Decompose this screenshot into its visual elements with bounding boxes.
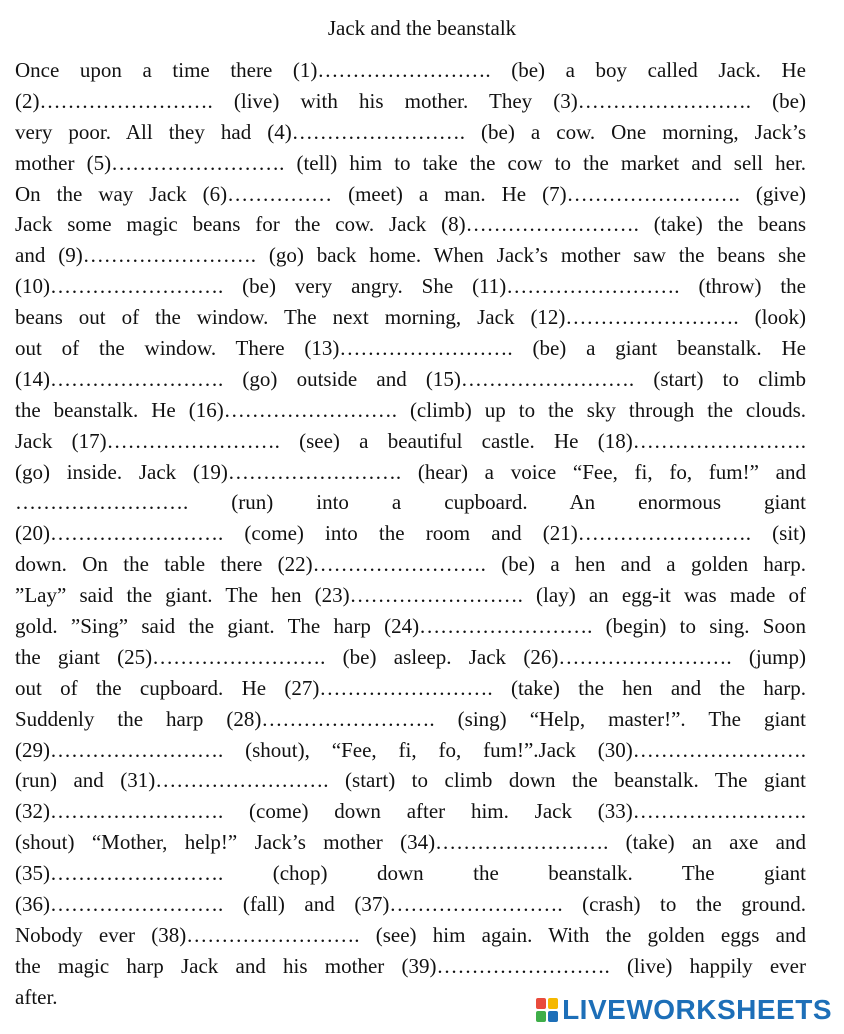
story-line: after. (15, 984, 58, 1009)
story-line: (35)……………………. (chop) down the beanstalk. The giant (15, 861, 806, 886)
story-line: (32)……………………. (come) down after him. Jack (33)……………………. (15, 799, 806, 824)
story-line: On the way Jack (6)…………… (meet) a man. He (7)……………………. (give) (15, 181, 806, 206)
story-line: ……………………. (run) into a cupboard. An enormous giant (15, 490, 806, 515)
story-line: (go) inside. Jack (19)……………………. (hear) a voice “Fee, fi, fo, fum!” and (15, 459, 806, 484)
story-line: (20)……………………. (come) into the room and (21)……………………. (sit) (15, 521, 806, 546)
story-line: beans out of the window. The next morning, Jack (12)……………………. (look) (15, 305, 806, 330)
story-line: (2)……………………. (live) with his mother. They (3)……………………. (be) (15, 88, 806, 113)
story-line: Jack some magic beans for the cow. Jack (8)……………………. (take) the beans (15, 212, 806, 237)
story-line: (10)……………………. (be) very angry. She (11)……………………. (throw) the (15, 274, 806, 299)
story-line: and (9)……………………. (go) back home. When Jack’s mother saw the beans she (15, 243, 806, 268)
liveworksheets-logo-text: LIVEWORKSHEETS (562, 994, 832, 1025)
story-line: (14)……………………. (go) outside and (15)……………………. (start) to climb (15, 366, 806, 391)
story-line: (run) and (31)……………………. (start) to climb down the beanstalk. The giant (15, 768, 806, 793)
story-line: the giant (25)……………………. (be) asleep. Jack (26)……………………. (jump) (15, 644, 806, 669)
worksheet-title: Jack and the beanstalk (327, 16, 517, 40)
story-line: out of the cupboard. He (27)……………………. (take) the hen and the harp. (15, 675, 806, 700)
story-line: (29)……………………. (shout), “Fee, fi, fo, fum!”.Jack (30)……………………. (15, 737, 806, 762)
story-line: the magic harp Jack and his mother (39)……………………. (live) happily ever (15, 953, 806, 978)
story-line: the beanstalk. He (16)……………………. (climb) up to the sky through the clouds. (15, 397, 806, 422)
liveworksheets-logo (536, 996, 832, 1024)
story-line: Suddenly the harp (28)……………………. (sing) “Help, master!”. The giant (15, 706, 806, 731)
liveworksheets-logo-icon (536, 998, 558, 1022)
story-line: Once upon a time there (1)……………………. (be) a boy called Jack. He (15, 58, 806, 82)
story-line: (shout) “Mother, help!” Jack’s mother (34)……………………. (take) an axe and (15, 830, 806, 855)
story-line: very poor. All they had (4)……………………. (be) a cow. One morning, Jack’s (15, 119, 806, 144)
story-line: ”Lay” said the giant. The hen (23)……………………. (lay) an egg-it was made of (15, 583, 806, 608)
story-line: (36)……………………. (fall) and (37)……………………. (crash) to the ground. (15, 892, 806, 917)
story-line: down. On the table there (22)……………………. (be) a hen and a golden harp. (15, 552, 806, 577)
story-line: mother (5)……………………. (tell) him to take the cow to the market and sell her. (15, 150, 806, 175)
story-line: out of the window. There (13)……………………. (be) a giant beanstalk. He (15, 336, 806, 361)
story-line: Jack (17)……………………. (see) a beautiful castle. He (18)……………………. (15, 428, 806, 453)
story-text (15, 55, 806, 1013)
story-line: gold. ”Sing” said the giant. The harp (24)……………………. (begin) to sing. Soon (15, 614, 806, 639)
story-line: Nobody ever (38)……………………. (see) him again. With the golden eggs and (15, 922, 806, 947)
